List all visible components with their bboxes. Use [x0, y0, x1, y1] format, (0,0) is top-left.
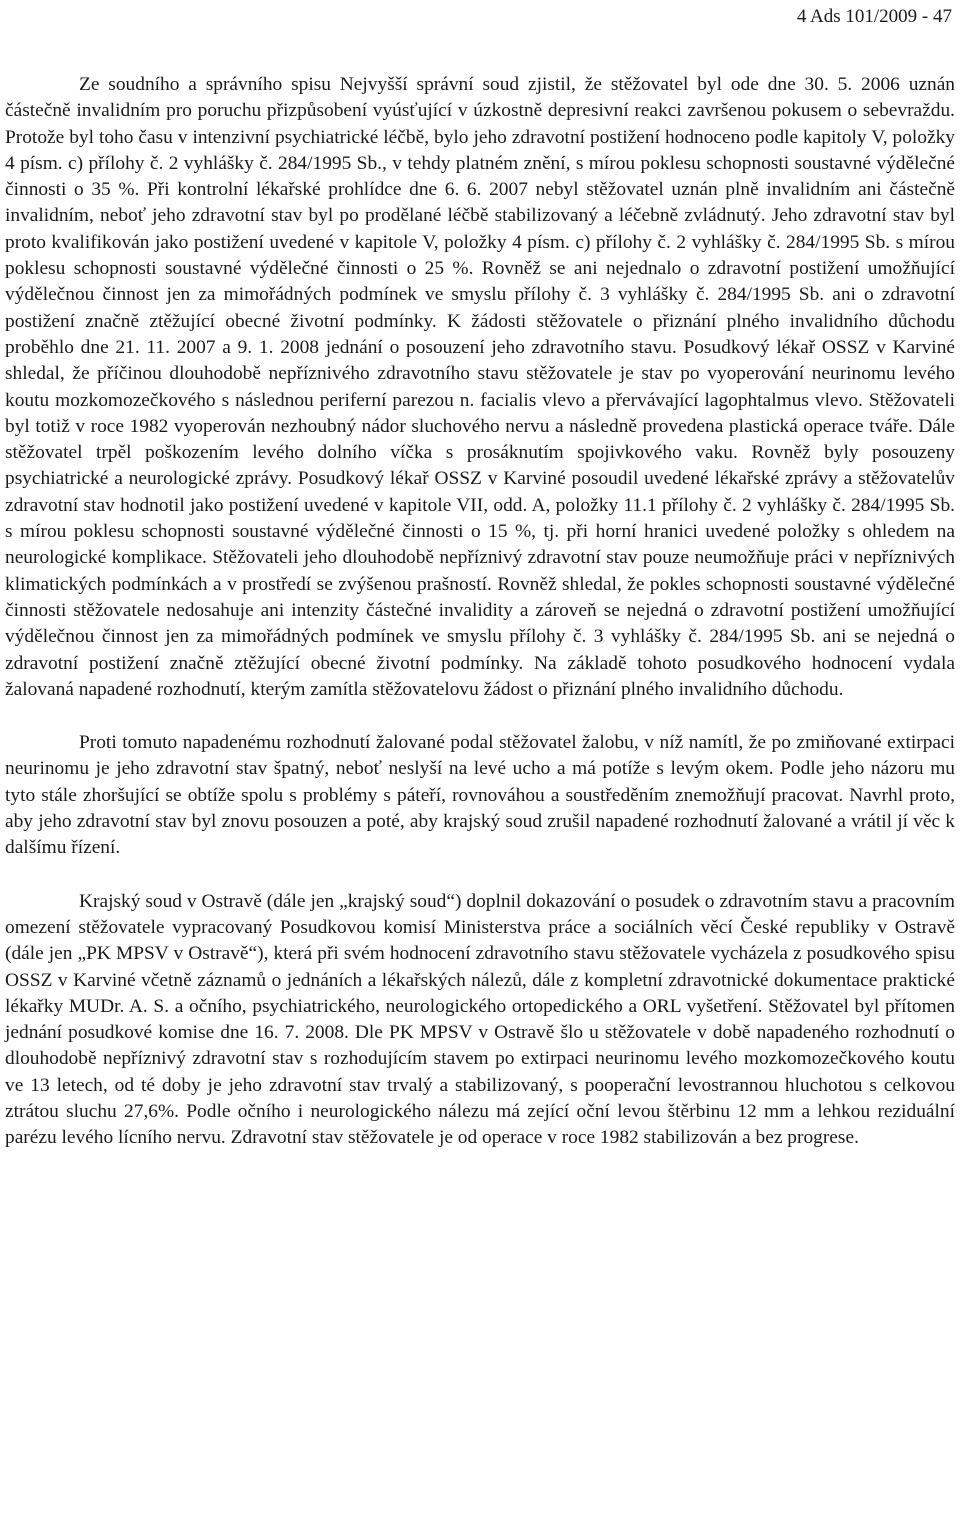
case-number-header: 4 Ads 101/2009 - 47	[796, 6, 952, 27]
paragraph-lawsuit: Proti tomuto napadenému rozhodnutí žalované podal stěžovatel žalobu, v níž namítl, že po zmiňované extirpaci neurinomu je jeho zdravotní stav špatný, neboť neslyší na levé ucho a má potíže s levým okem. Podle jeho názoru mu tyto stále zhoršující se obtíže spolu s problémy s páteří, rovnováhou a soustředěním znemožňují pracovat. Navrhl proto, aby jeho zdravotní stav byl znovu posouzen a poté, aby krajský soud zrušil napadené rozhodnutí žalované a vrátil jí věc k dalšímu řízení.	[5, 732, 955, 859]
document-body	[5, 72, 955, 1152]
paragraph-regional-court: Krajský soud v Ostravě (dále jen „krajský soud“) doplnil dokazování o posudek o zdravotním stavu a pracovním omezení stěžovatele vypracovaný Posudkovou komisí Ministerstva práce a sociálních věcí České republiky v Ostravě (dále jen „PK MPSV v Ostravě“), která při svém hodnocení zdravotního stavu stěžovatele vycházela z posudkového spisu OSSZ v Karviné včetně záznamů o jednáních a lékařských nálezů, dále z kompletní zdravotnické dokumentace praktické lékařky MUDr. A. S. a očního, psychiatrického, neurologického ortopedického a ORL vyšetření. Stěžovatel byl přítomen jednání posudkové komise dne 16. 7. 2008. Dle PK MPSV v Ostravě šlo u stěžovatele v době napadeného rozhodnutí o dlouhodobě nepříznivý zdravotní stav s rozhodujícím stavem po extirpaci neurinomu levého mozkomozečkového koutu ve 13 letech, od té doby je jeho zdravotní stav trvalý a stabilizovaný, s pooperační levostrannou hluchotou s celkovou ztrátou sluchu 27,6%. Podle očního i neurologického nálezu má zející oční levou štěrbinu 12 mm a lehkou reziduální parézu levého lícního nervu. Zdravotní stav stěžovatele je od operace v roce 1982 stabilizován a bez progrese.	[5, 890, 955, 1149]
paragraph-file-findings: Ze soudního a správního spisu Nejvyšší správní soud zjistil, že stěžovatel byl ode dne 30. 5. 2006 uznán částečně invalidním pro poruchu přizpůsobení vyúsťující v úzkostně depresivní reakci završenou pokusem o sebevraždu. Protože byl toho času v intenzivní psychiatrické léčbě, bylo jeho zdravotní postižení hodnoceno podle kapitoly V, položky 4 písm. c) přílohy č. 2 vyhlášky č. 284/1995 Sb., v tehdy platném znění, s mírou poklesu schopnosti soustavné výdělečné činnosti o 35 %. Při kontrolní lékařské prohlídce dne 6. 6. 2007 nebyl stěžovatel uznán plně invalidním ani částečně invalidním, neboť jeho zdravotní stav byl po prodělané léčbě stabilizovaný a léčebně zvládnutý. Jeho zdravotní stav byl proto kvalifikován jako postižení uvedené v kapitole V, položky 4 písm. c) přílohy č. 2 vyhlášky č. 284/1995 Sb. s mírou poklesu schopnosti soustavné výdělečné činnosti o 25 %. Rovněž se ani nejednalo o zdravotní postižení umožňující výdělečnou činnost jen za mimořádných podmínek ve smyslu přílohy č. 3 vyhlášky č. 284/1995 Sb. ani o zdravotní postižení značně ztěžující obecné životní podmínky. K žádosti stěžovatele o přiznání plného invalidního důchodu proběhlo dne 21. 11. 2007 a 9. 1. 2008 jednání o posouzení jeho zdravotního stavu. Posudkový lékař OSSZ v Karviné shledal, že příčinou dlouhodobě nepříznivého zdravotního stavu stěžovatele je stav po vyoperování neurinomu levého koutu mozkomozečkového s následnou periferní parezou n. facialis vlevo a přervávající lagophtalmus vlevo. Stěžovateli byl totiž v roce 1982 vyoperován nezhoubný nádor sluchového nervu a následně provedena plastická operace tváře. Dále stěžovatel trpěl poškozením levého dolního víčka s prosáknutím spojivkového vaku. Rovněž byly posouzeny psychiatrické a neurologické zprávy. Posudkový lékař OSSZ v Karviné posoudil uvedené lékařské zprávy a stěžovatelův zdravotní stav hodnotil jako postižení uvedené v kapitole VII, odd. A, položky 11.1 přílohy č. 2 vyhlášky č. 284/1995 Sb. s mírou poklesu schopnosti soustavné výdělečné činnosti o 15 %, tj. při horní hranici uvedené položky s ohledem na neurologické komplikace. Stěžovateli jeho dlouhodobě nepříznivý zdravotní stav pouze neumožňuje práci v nepříznivých klimatických podmínkách a v prostředí se zvýšenou prašností. Rovněž shledal, že pokles schopnosti soustavné výdělečné činnosti stěžovatele nedosahuje ani intenzity částečné invalidity a zároveň se nejedná o zdravotní postižení umožňující výdělečnou činnost jen za mimořádných podmínek ve smyslu přílohy č. 3 vyhlášky č. 284/1995 Sb. ani se nejedná o zdravotní postižení značně ztěžující obecné životní podmínky. Na základě tohoto posudkového hodnocení vydala žalovaná napadené rozhodnutí, kterým zamítla stěžovatelovu žádost o přiznání plného invalidního důchodu.	[5, 74, 955, 700]
